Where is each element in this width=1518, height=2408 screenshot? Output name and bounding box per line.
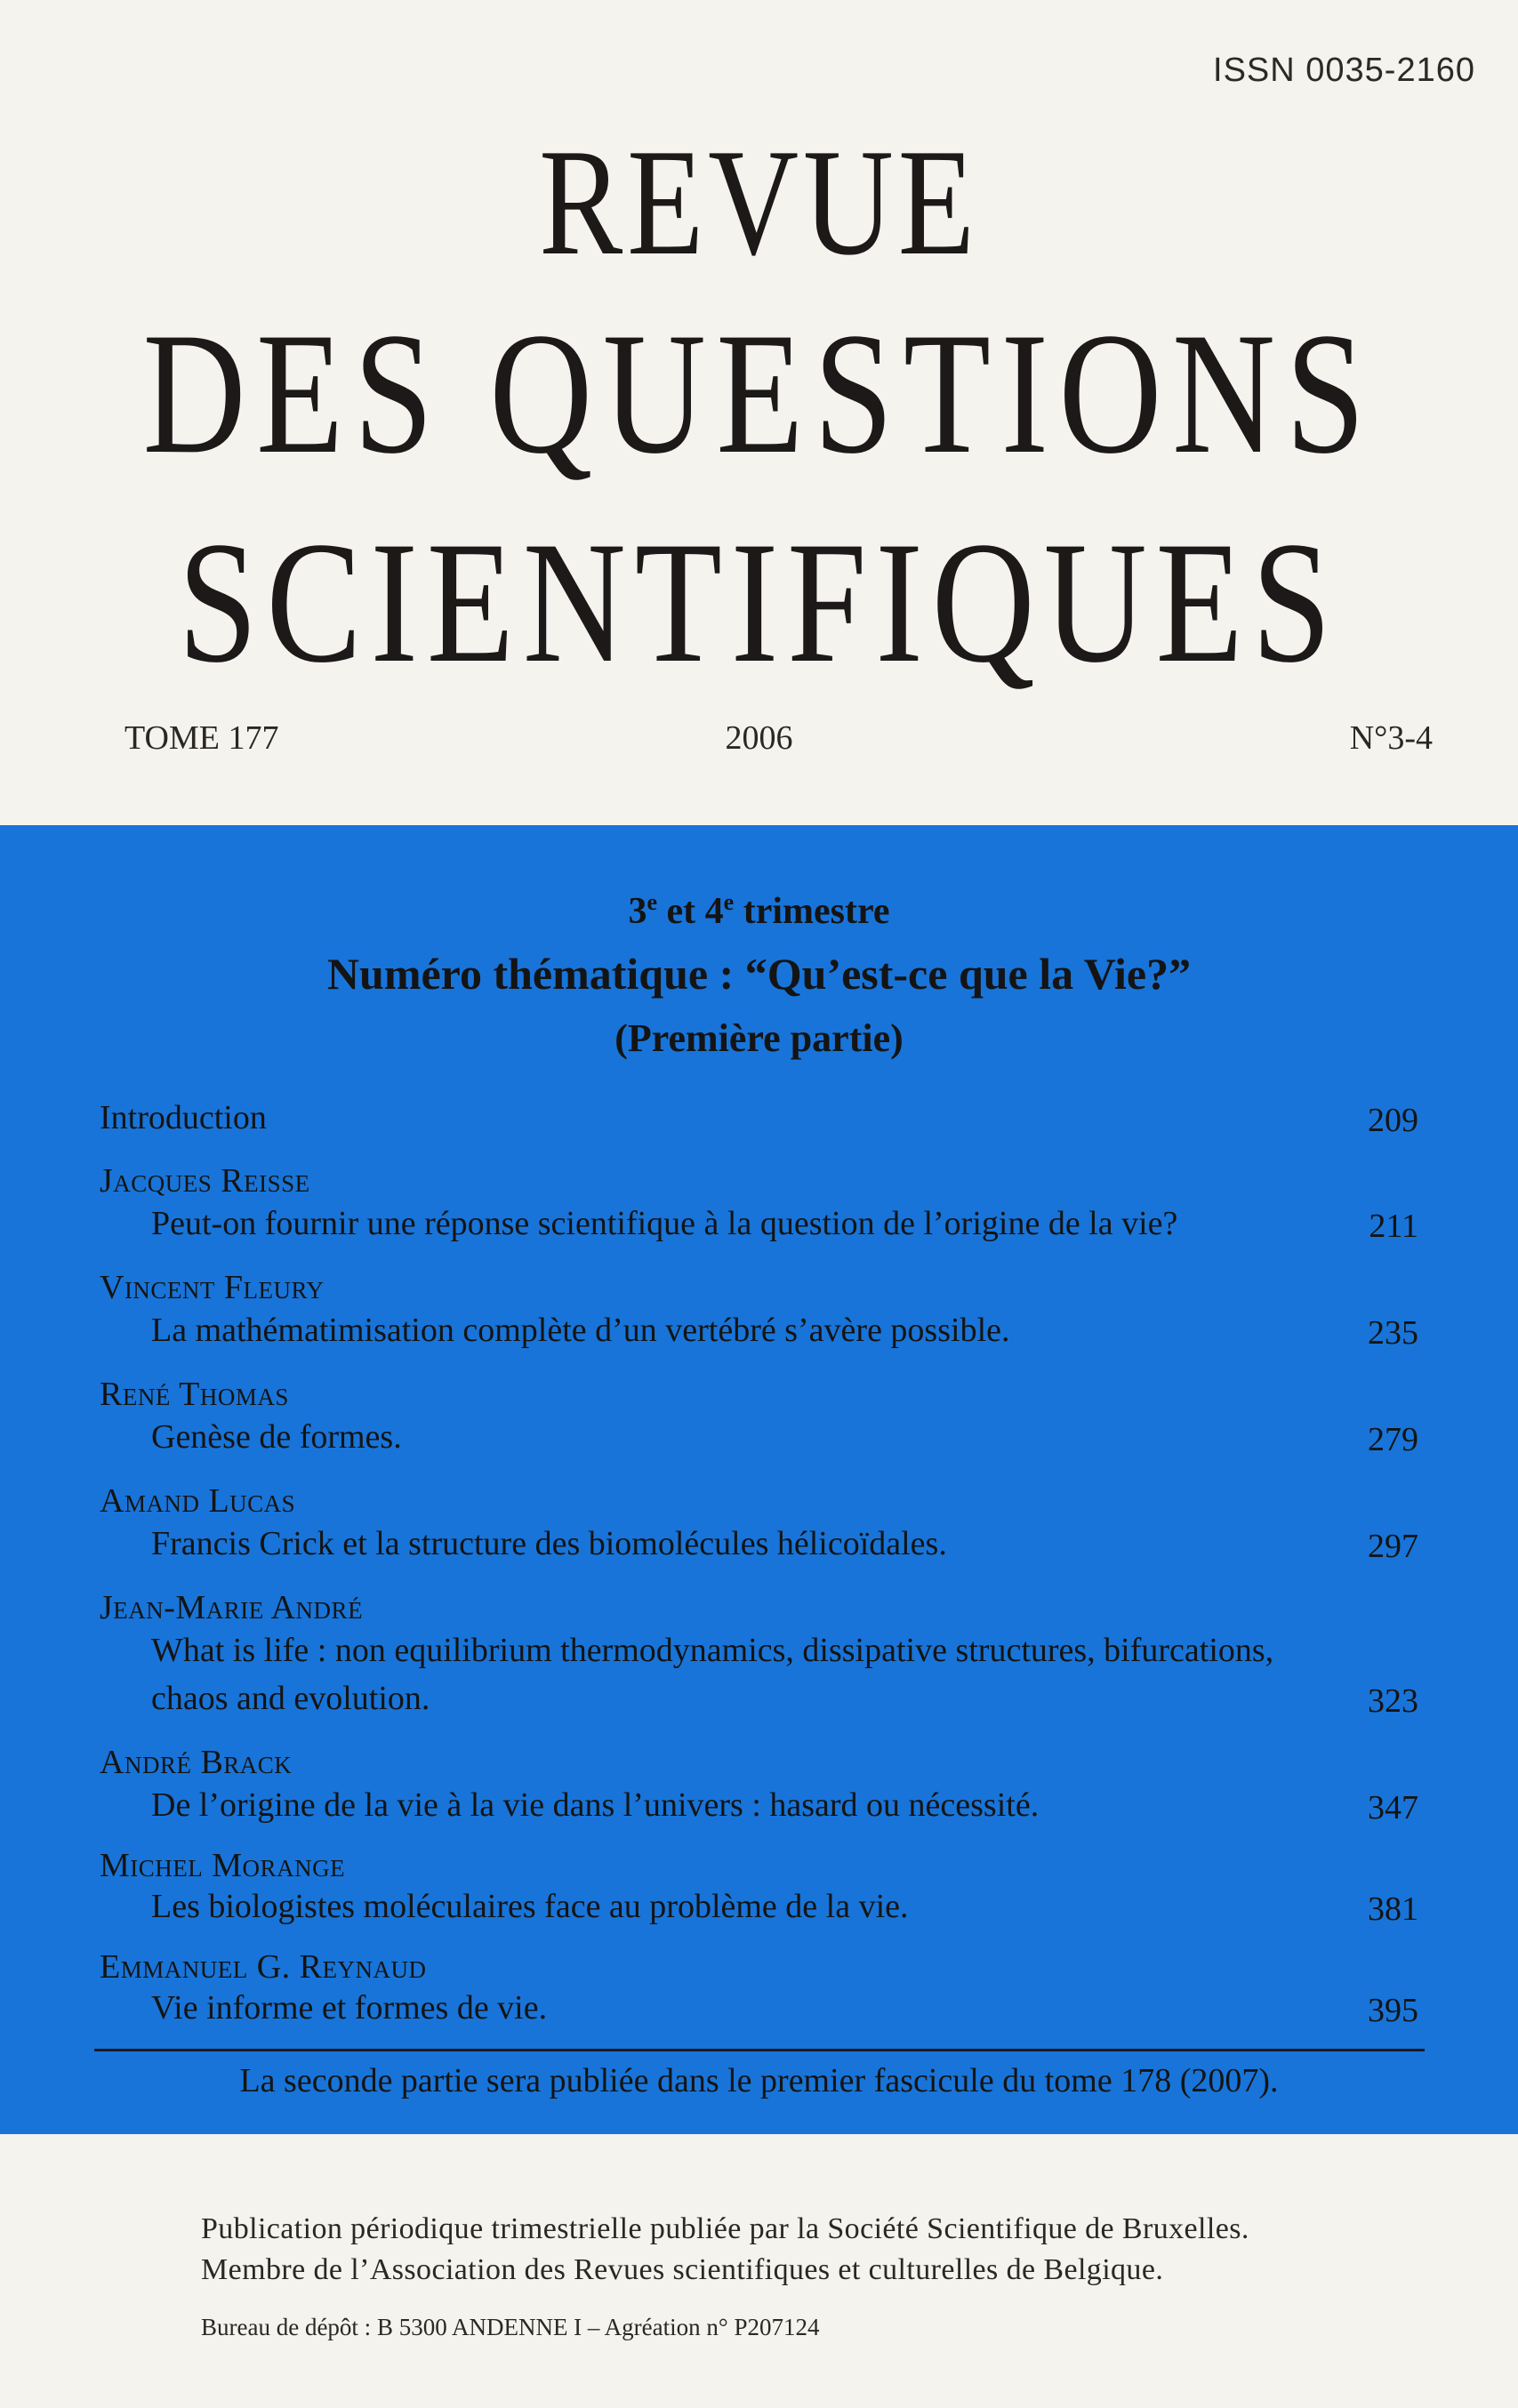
toc-page-5: 323 (1368, 1682, 1418, 1720)
toc-author-2: Vincent Fleury (100, 1269, 325, 1306)
journal-title-line-1: REVUE (539, 118, 979, 287)
toc-page-4: 297 (1368, 1528, 1418, 1565)
bureau-de-depot: Bureau de dépôt : B 5300 ANDENNE I – Agréation n° P207124 (201, 2314, 820, 2340)
journal-title-line-3: SCIENTIFIQUES (178, 506, 1340, 699)
toc-page-2: 235 (1368, 1314, 1418, 1352)
toc-title-2: La mathématimisation complète d’un vertébré s’avère possible. (151, 1312, 1010, 1349)
toc-title-7: Les biologistes moléculaires face au problème de la vie. (151, 1888, 909, 1925)
trimestre-rest: trimestre (734, 891, 890, 932)
part-heading: (Première partie) (614, 1016, 904, 1060)
toc-author-4: Amand Lucas (100, 1482, 296, 1520)
toc-title-6: De l’origine de la vie à la vie dans l’univers : hasard ou nécessité. (151, 1786, 1040, 1824)
toc-footnote: La seconde partie sera publiée dans le premier fascicule du tome 178 (2007). (239, 2062, 1279, 2099)
toc-intro-label: Introduction (100, 1099, 267, 1136)
toc-title-1: Peut-on fournir une réponse scientifique à la question de l’origine de la vie? (151, 1205, 1178, 1242)
publisher-line-1: Publication périodique trimestrielle publiée par la Société Scientifique de Bruxelles. (201, 2212, 1249, 2245)
trimestre-heading (0, 889, 1518, 933)
tome-number: TOME 177 (124, 719, 279, 757)
issue-year: 2006 (725, 719, 793, 757)
trimestre-sup-1: e (647, 889, 658, 915)
trimestre-et: et 4 (657, 891, 724, 932)
toc-page-7: 381 (1368, 1890, 1418, 1928)
contents-band (0, 825, 1518, 2134)
issue-number: N°3-4 (1349, 719, 1433, 757)
publisher-line-2: Membre de l’Association des Revues scientifiques et culturelles de Belgique. (201, 2253, 1164, 2286)
toc-author-8: Emmanuel G. Reynaud (100, 1948, 427, 1986)
toc-author-7: Michel Morange (100, 1847, 346, 1884)
toc-page-1: 211 (1369, 1208, 1418, 1245)
toc-page-3: 279 (1368, 1421, 1418, 1458)
toc-title-3: Genèse de formes. (151, 1418, 402, 1456)
toc-author-5: Jean-Marie André (100, 1589, 364, 1626)
toc-author-3: René Thomas (100, 1376, 289, 1413)
toc-divider (94, 2049, 1425, 2051)
toc-author-6: André Brack (100, 1744, 293, 1781)
toc-title-5-cont: chaos and evolution. (151, 1680, 430, 1717)
toc-title-4: Francis Crick et la structure des biomolécules hélicoïdales. (151, 1525, 947, 1562)
trimestre-3: 3 (628, 891, 647, 932)
toc-title-8: Vie informe et formes de vie. (151, 1989, 548, 2027)
toc-intro-page: 209 (1368, 1102, 1418, 1139)
trimestre-sup-2: e (723, 889, 735, 915)
toc-title-5: What is life : non equilibrium thermodynamics, dissipative structures, bifurcations, (151, 1632, 1274, 1669)
issn: ISSN 0035-2160 (1213, 52, 1475, 89)
toc-page-8: 395 (1368, 1992, 1418, 2029)
theme-heading: Numéro thématique : “Qu’est-ce que la Vie?” (326, 949, 1192, 999)
toc-page-6: 347 (1368, 1789, 1418, 1826)
toc-author-1: Jacques Reisse (100, 1162, 310, 1200)
journal-title-line-2: DES QUESTIONS (142, 297, 1376, 490)
